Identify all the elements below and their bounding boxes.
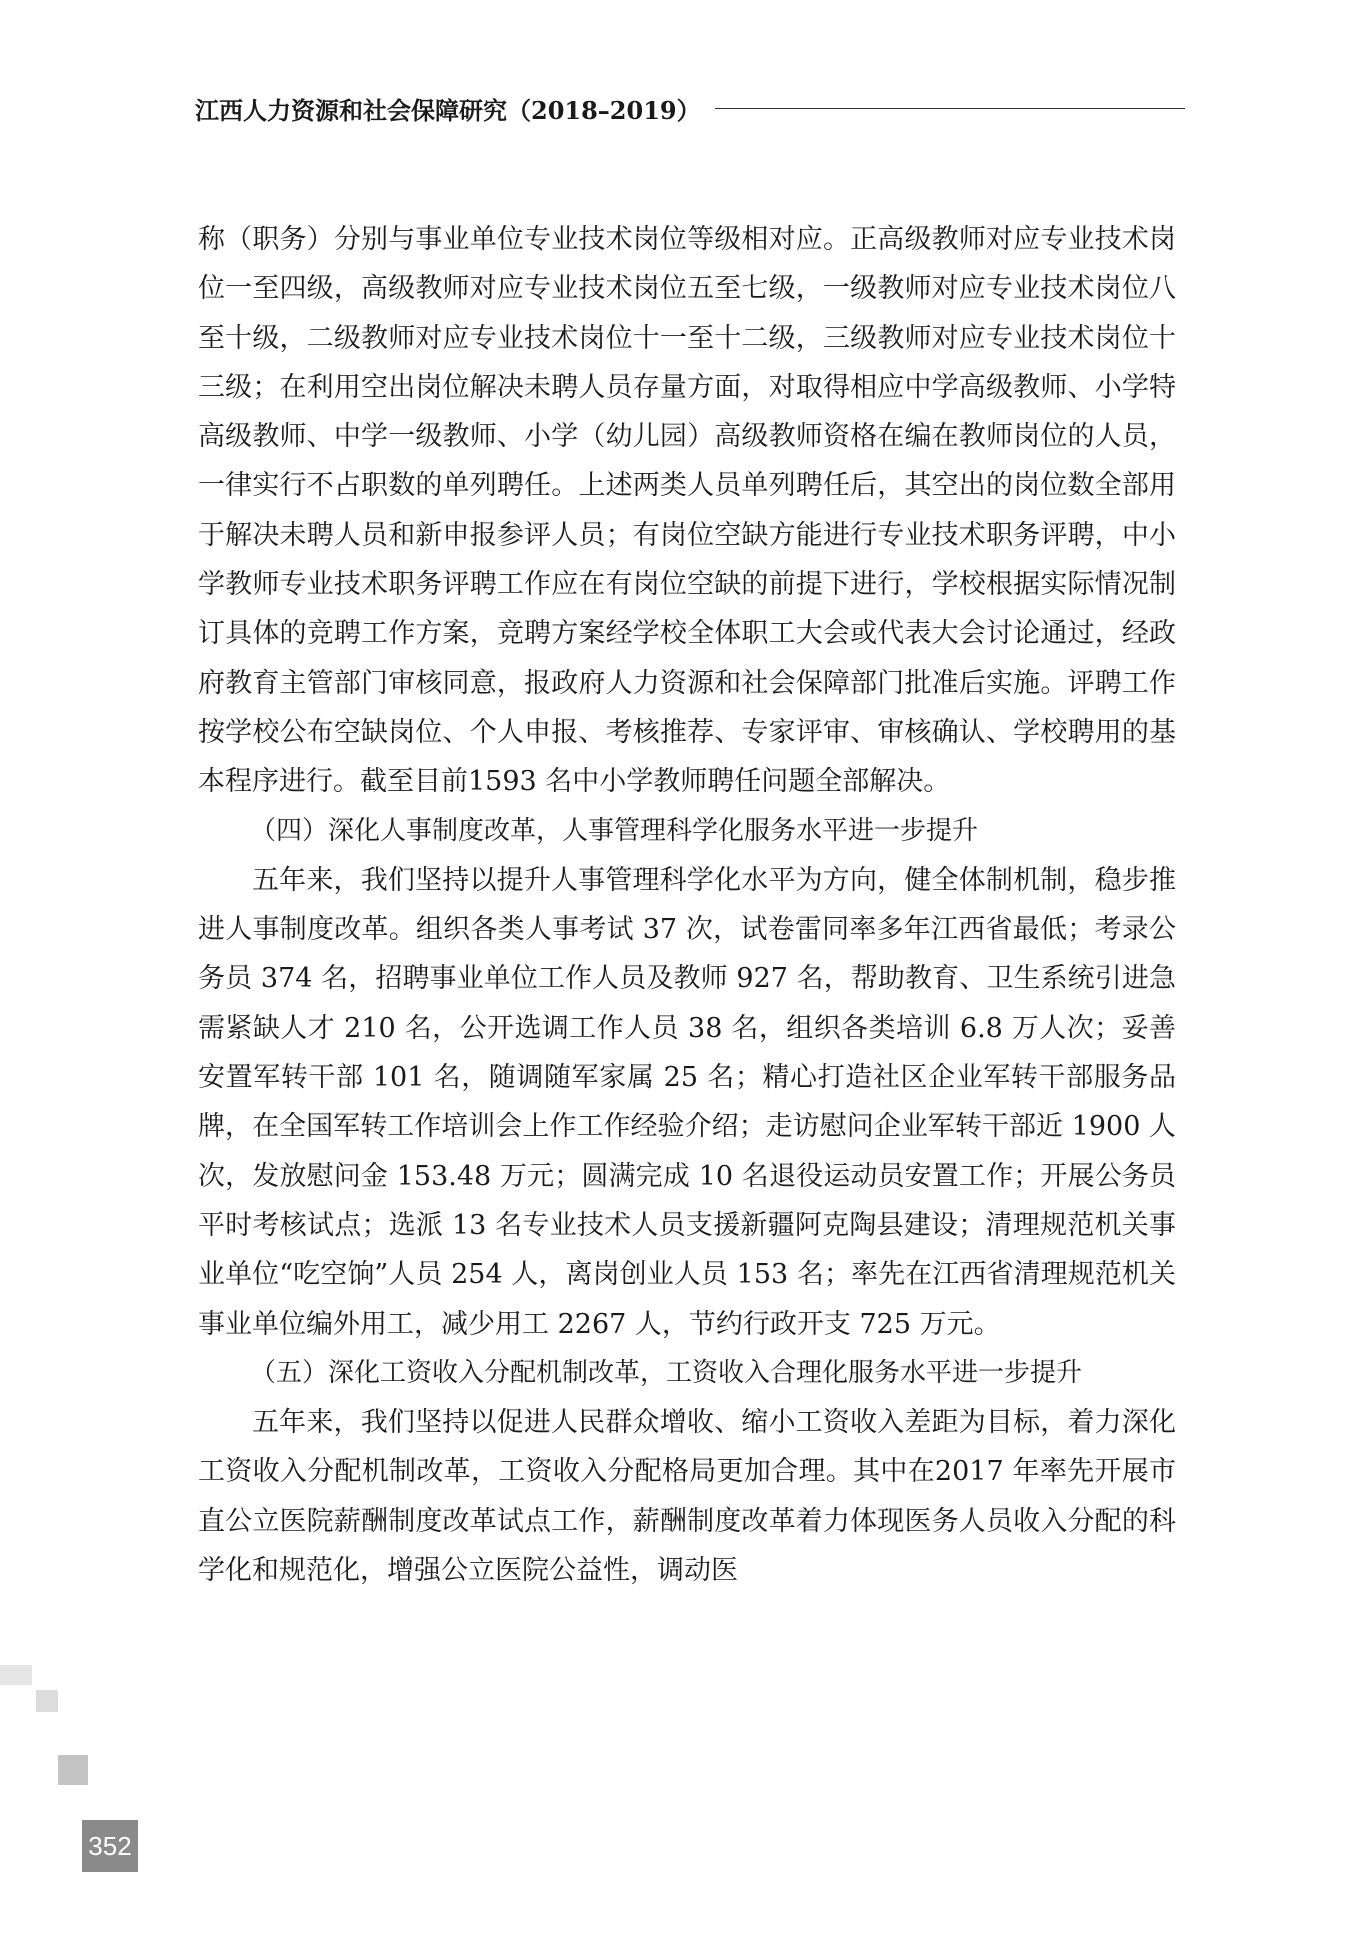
paragraph-3: 五年来，我们坚持以促进人民群众增收、缩小工资收入差距为目标，着力深化工资收入分配机制改革，工资收入分配格局更加合理。其中在2017 年率先开展市直公立医院薪酬制度改革试点工作，薪酬制度改革着力体现医务人员收入分配的科学化和规范化，增强公立医院公益性，调动医: [198, 1407, 1176, 1587]
header-rule: [715, 108, 1185, 109]
decorative-square-1: [0, 1665, 32, 1685]
page-body: [198, 215, 1176, 1595]
running-header: [195, 88, 1185, 128]
page-number: 352: [82, 1820, 138, 1872]
paragraph-1: 称（职务）分别与事业单位专业技术岗位等级相对应。正高级教师对应专业技术岗位一至四级，高级教师对应专业技术岗位五至七级，一级教师对应专业技术岗位八至十级，二级教师对应专业技术岗位十一至十二级，三级教师对应专业技术岗位十三级；在利用空出岗位解决未聘人员存量方面，对取得相应中学高级教师、小学特高级教师、中学一级教师、小学（幼儿园）高级教师资格在编在教师岗位的人员，一律实行不占职数的单列聘任。上述两类人员单列聘任后，其空出的岗位数全部用于解决未聘人员和新申报参评人员；有岗位空缺方能进行专业技术职务评聘，中小学教师专业技术职务评聘工作应在有岗位空缺的前提下进行，学校根据实际情况制订具体的竞聘工作方案，竞聘方案经学校全体职工大会或代表大会讨论通过，经政府教育主管部门审核同意，报政府人力资源和社会保障部门批准后实施。评聘工作按学校公布空缺岗位、个人申报、考核推荐、专家评审、审核确认、学校聘用的基本程序进行。截至目前1593 名中小学教师聘任问题全部解决。: [198, 224, 1176, 798]
book-title: 江西人力资源和社会保障研究（2018–2019）: [195, 95, 701, 125]
paragraph-2: 五年来，我们坚持以提升人事管理科学化水平为方向，健全体制机制，稳步推进人事制度改革。组织各类人事考试 37 次，试卷雷同率多年江西省最低；考录公务员 374 名，招聘事业单位工作人员及教师 927 名，帮助教育、卫生系统引进急需紧缺人才 210 名，公开选调工作人员 38 名，组织各类培训 6.8 万人次；妥善安置军转干部 101 名，随调随军家属 25 名；精心打造社区企业军转干部服务品牌，在全国军转工作培训会上作工作经验介绍；走访慰问企业军转干部近 1900 人次，发放慰问金 153.48 万元；圆满完成 10 名退役运动员安置工作；开展公务员平时考核试点；选派 13 名专业技术人员支援新疆阿克陶县建设；清理规范机关事业单位“吃空饷”人员 254 人，离岗创业人员 153 名；率先在江西省清理规范机关事业单位编外用工，减少用工 2267 人，节约行政开支 725 万元。: [198, 864, 1176, 1340]
decorative-square-2: [36, 1690, 58, 1712]
decorative-square-3: [58, 1755, 88, 1785]
section-heading-4: （四）深化人事制度改革，人事管理科学化服务水平进一步提升: [250, 815, 979, 846]
section-heading-5: （五）深化工资收入分配机制改革，工资收入合理化服务水平进一步提升: [250, 1357, 1083, 1388]
